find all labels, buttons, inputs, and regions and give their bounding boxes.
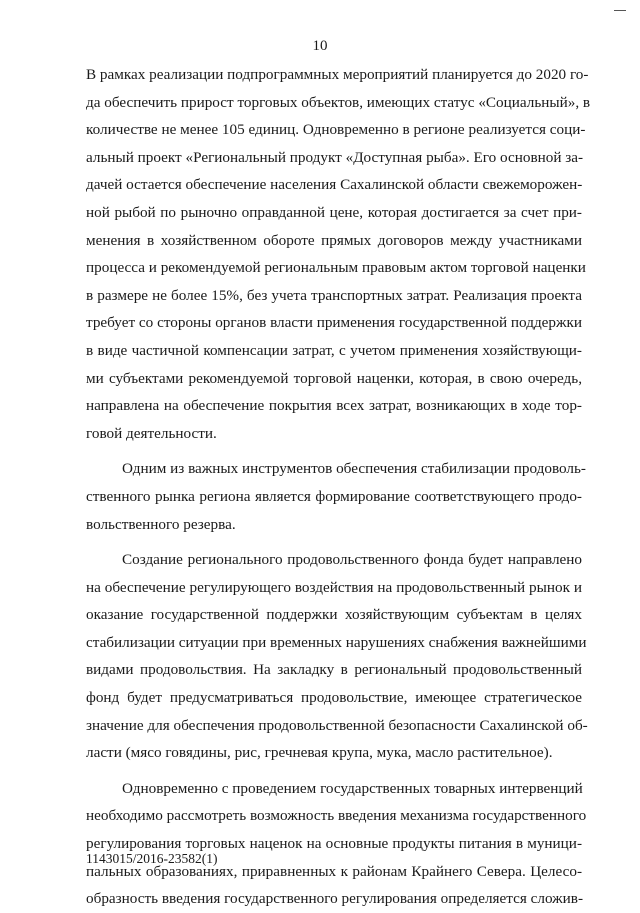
text-line: менения в хозяйственном обороте прямых договоров между участниками (86, 231, 582, 249)
text-line: ласти (мясо говядины, рис, гречневая крупа, мука, масло растительное). (86, 744, 553, 762)
paragraph (86, 775, 587, 913)
text-line: видами продовольствия. На закладку в региональный продовольственный (86, 661, 582, 679)
text-line: в размере не более 15%, без учета транспортных затрат. Реализация проекта (86, 286, 582, 304)
text-line: направлена на обеспечение покрытия всех затрат, возникающих в ходе тор- (86, 397, 582, 415)
scan-corner-mark (614, 10, 626, 11)
text-line: стабилизации ситуации при временных нарушениях снабжения важнейшими (86, 633, 587, 651)
text-line: образность введения государственного регулирования определяется сложив- (86, 890, 584, 908)
text-line: В рамках реализации подпрограммных мероприятий планируется до 2020 го- (86, 66, 589, 83)
text-line: ми субъектами рекомендуемой торговой наценки, которая, в свою очередь, (86, 369, 582, 387)
paragraph (86, 546, 588, 767)
text-line: процесса и рекомендуемой региональным правовым актом торговой наценки (86, 259, 586, 277)
text-line: на обеспечение регулирующего воздействия на продовольственный рынок и (86, 578, 582, 596)
text-line: дачей остается обеспечение населения Сахалинской области свежеморожен- (86, 176, 583, 194)
text-line: говой деятельности. (86, 424, 217, 442)
paragraph (86, 61, 591, 447)
text-line: в виде частичной компенсации затрат, с учетом применения хозяйствующи- (86, 341, 582, 359)
text-line: оказание государственной поддержки хозяйствующим субъектам в целях (86, 606, 582, 624)
text-line: альный проект «Региональный продукт «Доступная рыба». Его основной за- (86, 148, 584, 166)
page-number: 10 (312, 38, 328, 54)
text-line: требует со стороны органов власти применения государственной поддержки (86, 314, 582, 332)
text-line: регулирования торговых наценок на основные продукты питания в муници- (86, 835, 582, 853)
text-line: ной рыбой по рыночно оправданной цене, которая достигается за счет при- (86, 203, 582, 221)
text-line: фонд будет предусматриваться продовольствие, имеющее стратегическое (86, 689, 582, 707)
text-line: количестве не менее 105 единиц. Одновременно в регионе реализуется соци- (86, 121, 586, 139)
body-text (86, 61, 591, 913)
text-line: значение для обеспечения продовольственной безопасности Сахалинской об- (86, 716, 588, 734)
text-line: Создание регионального продовольственного фонда будет направлено (122, 551, 582, 569)
paragraph (86, 455, 586, 538)
text-line: Одновременно с проведением государственных товарных интервенций (122, 779, 583, 797)
text-line: вольственного резерва. (86, 515, 236, 533)
text-line: да обеспечить прирост торговых объектов, имеющих статус «Социальный», в (86, 93, 591, 111)
text-line: пальных образованиях, приравненных к районам Крайнего Севера. Целесо- (86, 862, 582, 880)
text-line: ственного рынка региона является формирование соответствующего продо- (86, 487, 582, 505)
document-registration-number: 1143015/2016-23582(1) (86, 851, 218, 866)
text-line: Одним из важных инструментов обеспечения стабилизации продоволь- (122, 460, 586, 478)
text-line: необходимо рассмотреть возможность введения механизма государственного (86, 807, 587, 825)
